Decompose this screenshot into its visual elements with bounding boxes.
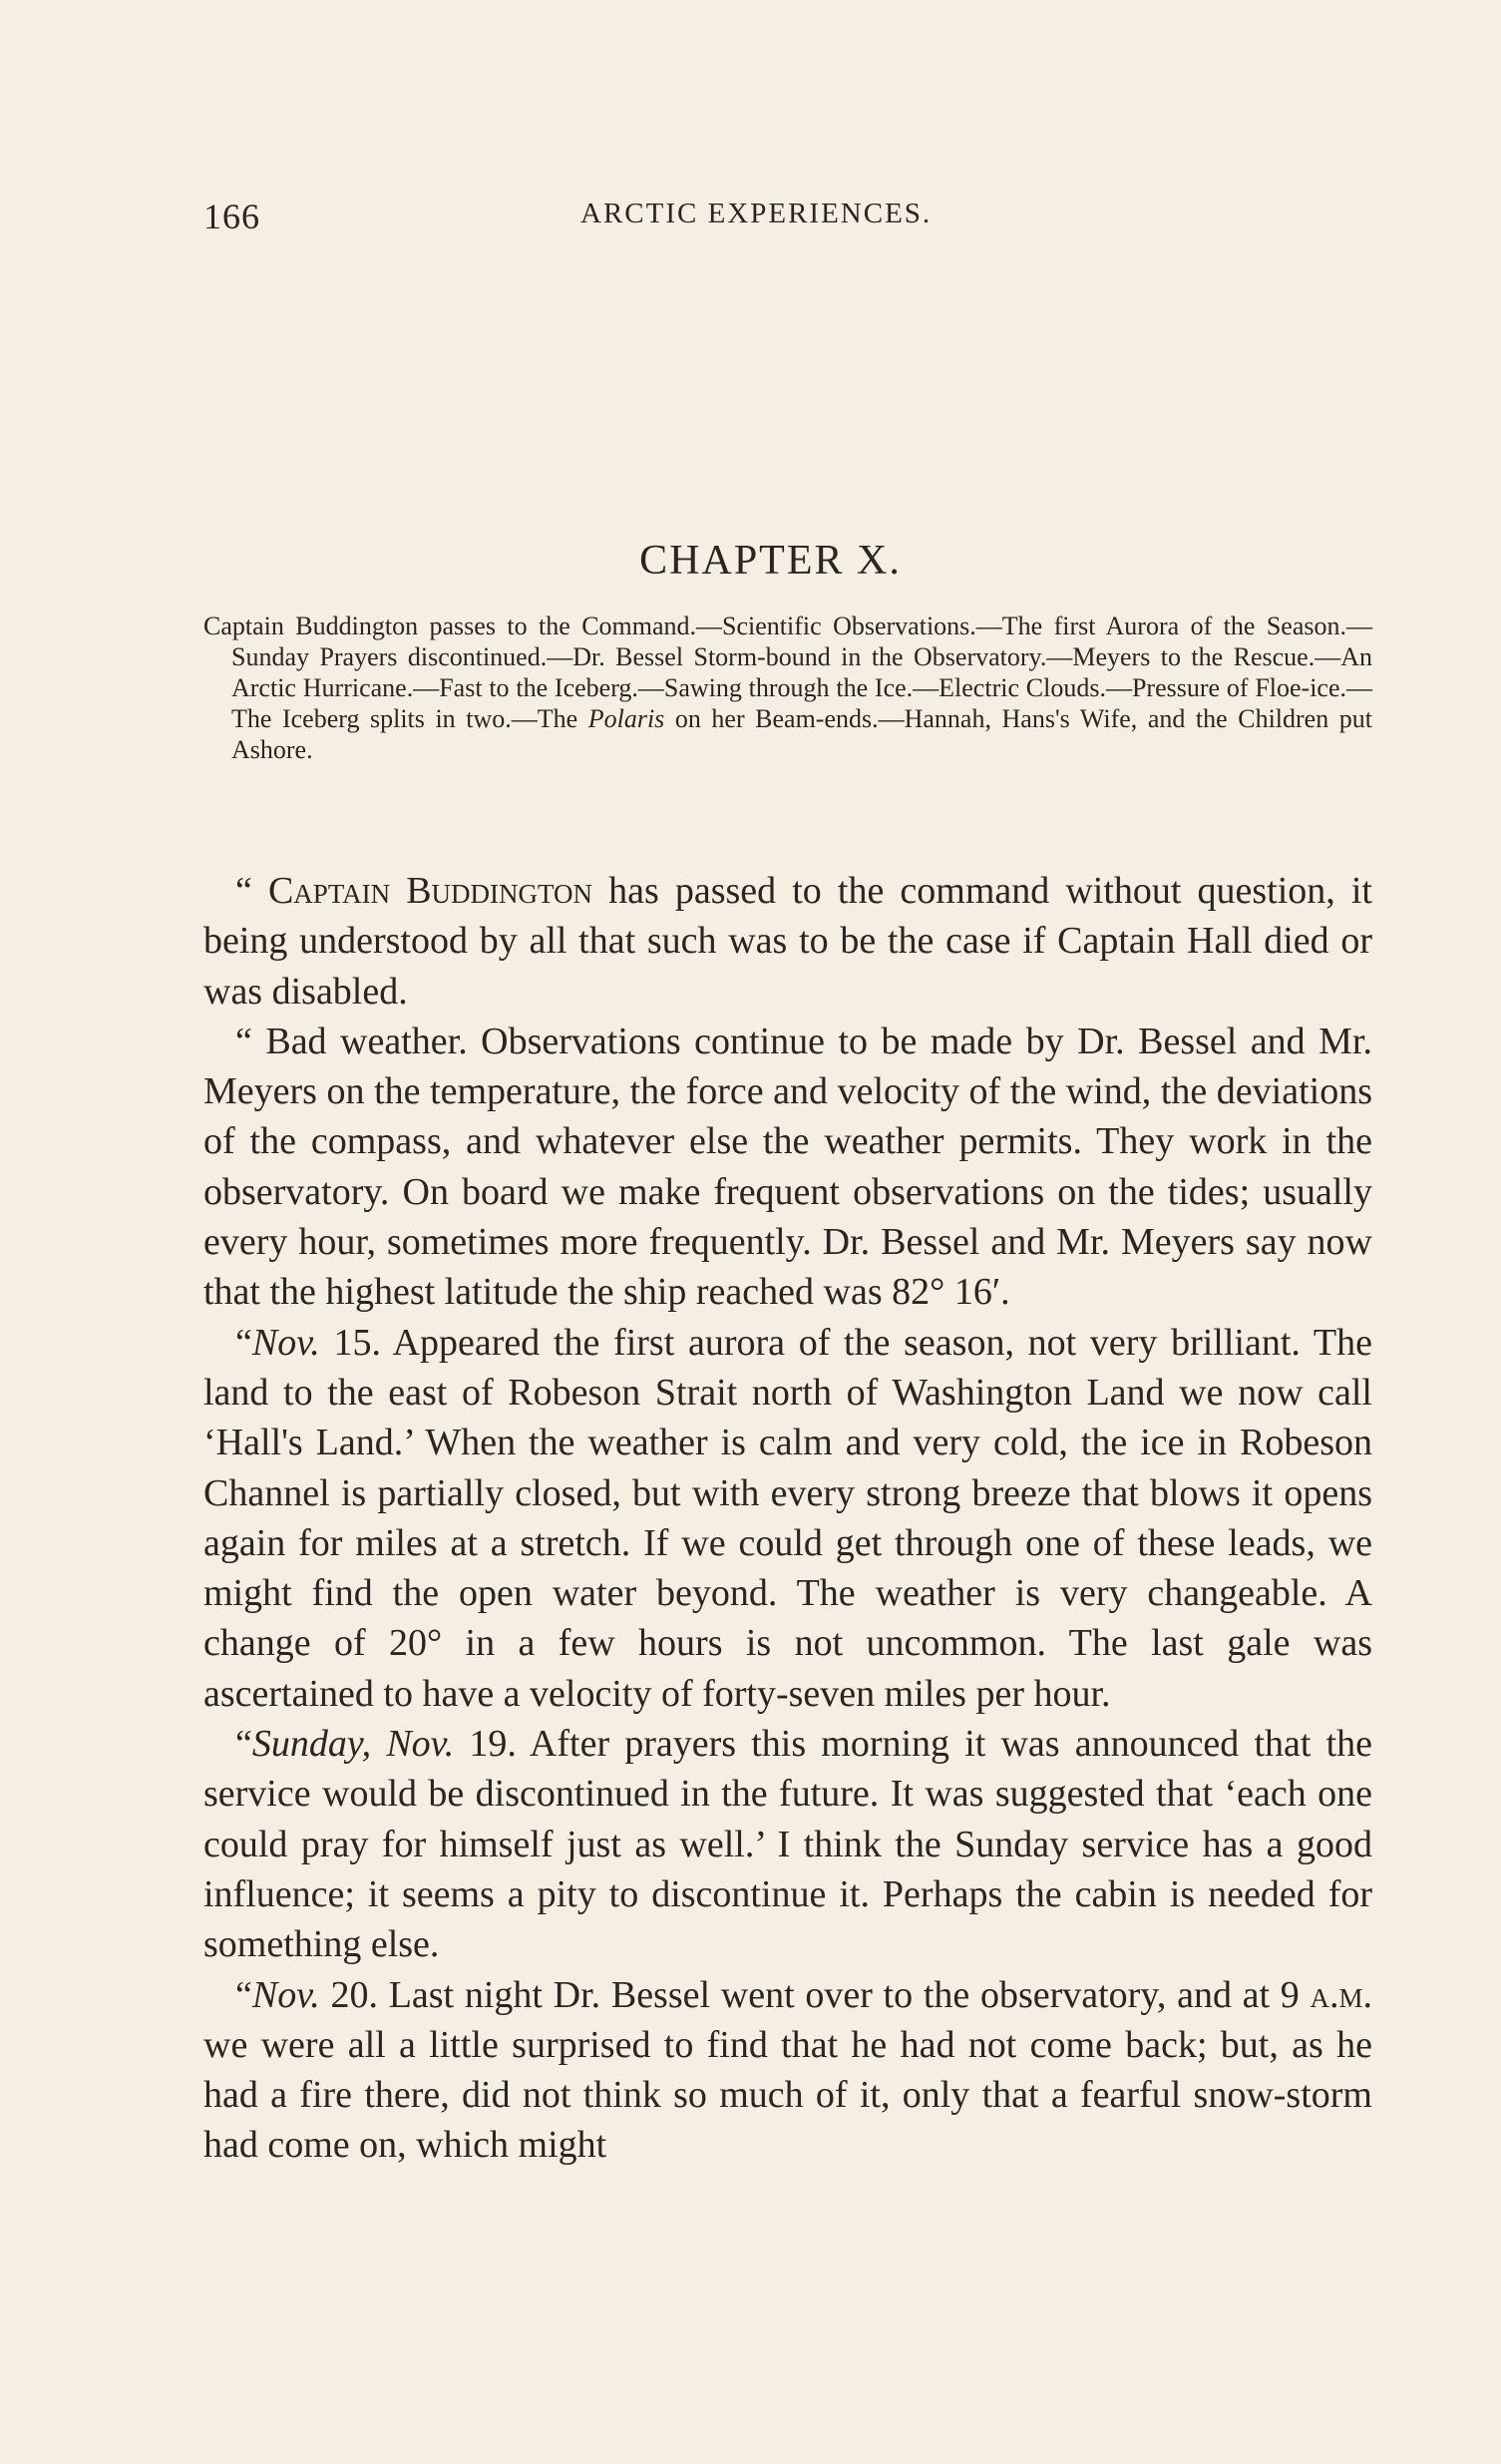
paragraph-3 bbox=[203, 1318, 1372, 1719]
summary-text-2: on her Beam-ends.—Hannah, Hans's Wife, and the Children put Ashore. bbox=[231, 704, 1372, 764]
p3-text: 15. Appeared the first aurora of the season, not very brilliant. The land to the east of Robeson Strait north of Washington Land we now call ‘Hall's Land.’ When the weather is calm and very cold, the ice in Robeson Channel is partially closed, but with every strong breeze that blows it opens again for miles at a stretch. If we could get through one of these leads, we might find the open water beyond. The weather is very changeable. A change of 20° in a few hours is not uncommon. The last gale was ascertained to have a velocity of forty-seven miles per hour. bbox=[203, 1321, 1372, 1715]
p2-text: “ Bad weather. Observations continue to be made by Dr. Bessel and Mr. Meyers on the temperature, the force and velocity of the wind, the deviations of the compass, and whatever else the weather permits. They work in the observatory. On board we make frequent observations on the tides; usually every hour, sometimes more frequently. Dr. Bessel and Mr. Meyers say now that the highest latitude the ship reached was 82° 16′. bbox=[203, 1020, 1372, 1314]
p4-day: Sunday, bbox=[251, 1723, 372, 1766]
p5-date: Nov. bbox=[251, 1973, 320, 2016]
paragraph-5 bbox=[203, 1970, 1372, 2171]
chapter-title: CHAPTER X. bbox=[639, 538, 902, 584]
paragraph-4 bbox=[203, 1719, 1372, 1969]
p4-date: Nov. bbox=[386, 1723, 455, 1766]
chapter-summary bbox=[203, 611, 1372, 765]
p5-quote: “ bbox=[235, 1973, 252, 2016]
p5-text-1: 20. Last night Dr. Bessel went over to the observatory, and at 9 bbox=[319, 1973, 1311, 2016]
p3-quote: “ bbox=[235, 1321, 252, 1364]
p3-date: Nov. bbox=[251, 1321, 320, 1364]
p5-text-2: we were all a little surprised to find that he had not come back; but, as he had a fire there, did not think so much of it, only that a fearful snow-storm had come on, which might bbox=[203, 2023, 1372, 2167]
p1-text: has passed to the command without question, it being understood by all that such was to be the case if Captain Hall died or was disabled. bbox=[203, 870, 1372, 1013]
body-text bbox=[203, 866, 1372, 2171]
p5-time: a.m. bbox=[1310, 1973, 1372, 2016]
p4-text: 19. After prayers this morning it was announced that the service would be discontinued in the future. It was suggested that ‘each one could pray for himself just as well.’ I think the Sunday service has a good influence; it seems a pity to discontinue it. Perhaps the cabin is needed for something else. bbox=[203, 1723, 1373, 1966]
page-number: 166 bbox=[203, 197, 260, 236]
summary-ship-name: Polaris bbox=[587, 704, 665, 733]
summary-text-1: Captain Buddington passes to the Command.—Scientific Observations.—The first Aurora of the Season.—Sunday Prayers discontinued.—Dr. Bessel Storm-bound in the Observatory.—Meyers to the Rescue.—An Arctic Hurricane.—Fast to the Iceberg.—Sawing through the Ice.—Electric Clouds.—Pressure of Floe-ice.—The Iceberg splits in two.—The bbox=[203, 612, 1372, 733]
running-head bbox=[203, 196, 1376, 245]
p1-smallcaps: Captain Buddington bbox=[267, 870, 593, 912]
p1-quote: “ bbox=[235, 870, 268, 912]
running-title: ARCTIC EXPERIENCES. bbox=[580, 198, 933, 229]
paragraph-2 bbox=[203, 1017, 1372, 1318]
p4-quote: “ bbox=[235, 1723, 252, 1766]
paragraph-1 bbox=[203, 866, 1372, 1017]
p4-space bbox=[371, 1723, 386, 1765]
